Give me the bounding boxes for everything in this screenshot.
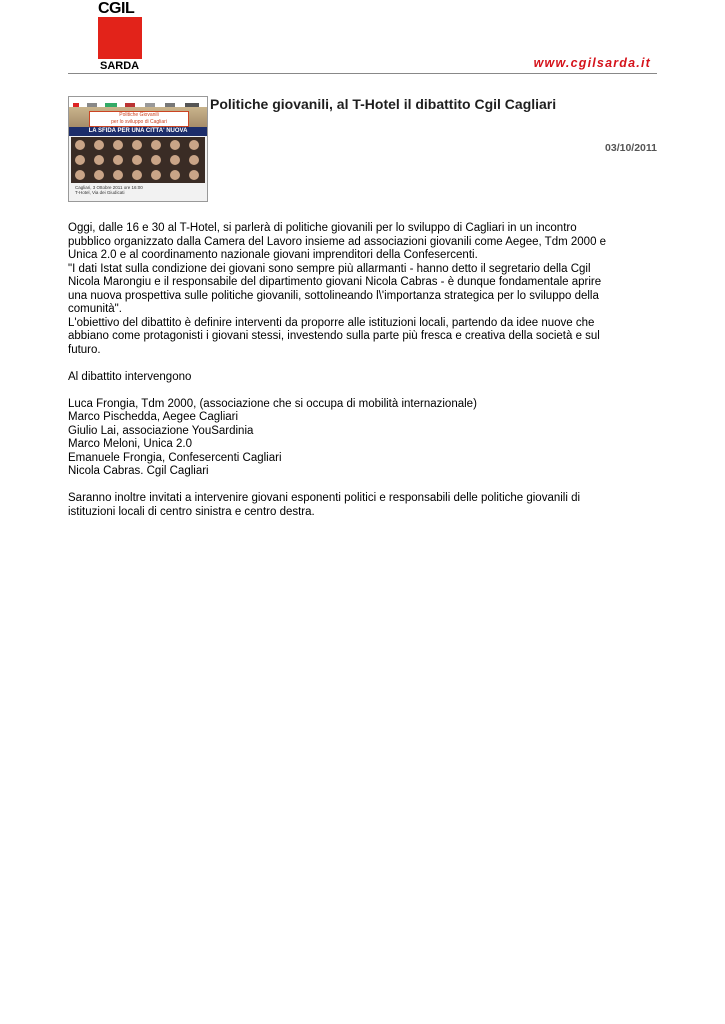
logo-cgil-text: CGIL <box>98 0 135 17</box>
poster-title: Politiche Giovanili per lo sviluppo di Cagliari <box>89 111 189 127</box>
poster-faces-grid <box>71 137 205 183</box>
event-poster-image <box>68 96 208 202</box>
speakers-list: Luca Frongia, Tdm 2000, (associazione che si occupa di mobilità internazionale) Marco Pischedda, Aegee Cagliari Giulio Lai, associazione YouSardinia Marco Meloni, Unica 2.0 Emanuele Frongia, Confesercenti Cagliari Nicola Cabras. Cgil Cagliari <box>68 397 477 477</box>
article-paragraph: Oggi, dalle 16 e 30 al T-Hotel, si parlerà di politiche giovanili per lo sviluppo di Cagliari in un incontro pubblico organizzato dalla Camera del Lavoro insieme ad associazioni giovanili come Aegee, Tdm 2000 e Unica 2.0 e al coordinamento nazionale giovani imprenditori della Confesercenti. "I dati Istat sulla condizione dei giovani sono sempre più allarmanti - hanno detto il segretario della Cgil Nicola Marongiu e il responsabile del dipartimento giovani Nicola Cabras - è dunque fondamentale aprire una nuova prospettiva sulle politiche giovanili, sottolineando l\'importanza strategica per lo sviluppo della comunità". L'obiettivo del dibattito è definire interventi da proporre alle istituzioni locali, partendo da idee nuove che abbiano come protagonisti i giovani stessi, investendo sulla parte più fresca e creativa della società e sul futuro. <box>68 222 607 356</box>
article-body <box>68 222 658 519</box>
poster-footer-text: Cagliari, 3 Ottobre 2011 ore 16:00 T-Hotel, Via dei Giudicati <box>75 185 143 195</box>
logo-sarda-text: SARDA <box>100 60 140 72</box>
poster-banner: LA SFIDA PER UNA CITTA' NUOVA <box>69 127 207 136</box>
article-paragraph: Al dibattito intervengono <box>68 370 192 383</box>
header-divider <box>68 73 657 74</box>
cgil-sarda-logo <box>98 2 142 72</box>
article-title: Politiche giovanili, al T-Hotel il dibattito Cgil Cagliari <box>210 96 557 112</box>
poster-sponsor-strip <box>69 97 207 107</box>
site-url[interactable]: www.cgilsarda.it <box>533 56 651 70</box>
article-paragraph: Saranno inoltre invitati a intervenire giovani esponenti politici e responsabili delle politiche giovanili di istituzioni locali di centro sinistra e centro destra. <box>68 492 581 518</box>
logo-red-block <box>98 17 142 59</box>
article-date: 03/10/2011 <box>605 142 657 154</box>
